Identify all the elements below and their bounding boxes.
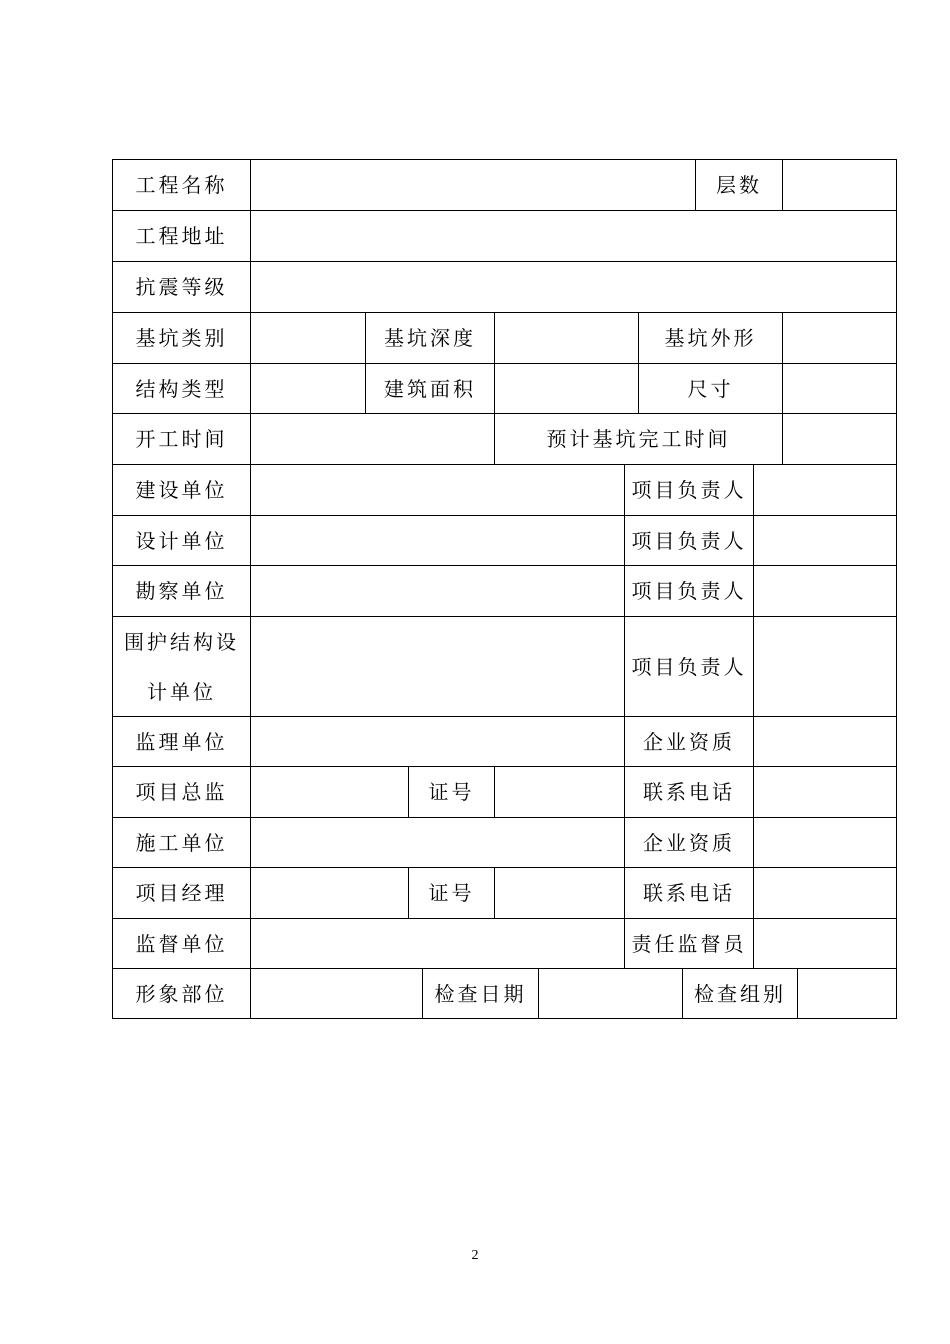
- label-enterprise-qualification: 企业资质: [624, 716, 753, 766]
- label-planned-pit-completion: 预计基坑完工时间: [494, 413, 782, 464]
- field-design-leader[interactable]: [753, 515, 897, 565]
- field-dimension[interactable]: [782, 363, 897, 413]
- label-pit-shape: 基坑外形: [638, 312, 782, 363]
- label-project-leader: 项目负责人: [624, 616, 753, 716]
- field-seismic-grade[interactable]: [250, 261, 897, 312]
- label-project-manager: 项目经理: [112, 867, 250, 918]
- field-chief-supervisor[interactable]: [250, 766, 408, 817]
- field-progress-position[interactable]: [250, 968, 422, 1019]
- label-design-unit: 设计单位: [112, 515, 250, 565]
- field-inspection-date[interactable]: [538, 968, 682, 1019]
- label-retaining-design-unit: [112, 616, 250, 716]
- label-retaining-design-unit-line2: 计单位: [147, 679, 216, 704]
- field-manager-certificate[interactable]: [494, 867, 624, 918]
- field-floors[interactable]: [782, 159, 897, 210]
- field-design-unit[interactable]: [250, 515, 624, 565]
- field-oversight-unit[interactable]: [250, 918, 624, 968]
- field-supervisor-certificate[interactable]: [494, 766, 624, 817]
- field-retaining-leader[interactable]: [753, 616, 897, 716]
- label-contractor-unit: 施工单位: [112, 817, 250, 867]
- field-supervision-unit[interactable]: [250, 716, 624, 766]
- field-project-manager[interactable]: [250, 867, 408, 918]
- label-project-name: 工程名称: [112, 159, 250, 210]
- label-certificate-no: 证号: [408, 766, 494, 817]
- field-retaining-design-unit[interactable]: [250, 616, 624, 716]
- field-construction-unit[interactable]: [250, 464, 624, 515]
- field-project-address[interactable]: [250, 210, 897, 261]
- field-planned-pit-completion[interactable]: [782, 413, 897, 464]
- label-responsible-inspector: 责任监督员: [624, 918, 753, 968]
- field-pit-category[interactable]: [250, 312, 365, 363]
- label-seismic-grade: 抗震等级: [112, 261, 250, 312]
- field-pit-shape[interactable]: [782, 312, 897, 363]
- field-supervisor-phone[interactable]: [753, 766, 897, 817]
- field-structure-type[interactable]: [250, 363, 365, 413]
- label-retaining-design-unit-line1: 围护结构设: [124, 629, 239, 654]
- label-project-address: 工程地址: [112, 210, 250, 261]
- label-chief-supervisor: 项目总监: [112, 766, 250, 817]
- label-enterprise-qualification: 企业资质: [624, 817, 753, 867]
- label-construction-unit: 建设单位: [112, 464, 250, 515]
- field-survey-unit[interactable]: [250, 565, 624, 616]
- label-progress-position: 形象部位: [112, 968, 250, 1019]
- label-start-time: 开工时间: [112, 413, 250, 464]
- label-contact-phone: 联系电话: [624, 766, 753, 817]
- label-inspection-date: 检查日期: [422, 968, 538, 1019]
- label-dimension: 尺寸: [638, 363, 782, 413]
- label-pit-category: 基坑类别: [112, 312, 250, 363]
- field-building-area[interactable]: [494, 363, 638, 413]
- label-project-leader: 项目负责人: [624, 515, 753, 565]
- label-contact-phone: 联系电话: [624, 867, 753, 918]
- field-manager-phone[interactable]: [753, 867, 897, 918]
- field-contractor-qualification[interactable]: [753, 817, 897, 867]
- field-pit-depth[interactable]: [494, 312, 638, 363]
- field-start-time[interactable]: [250, 413, 494, 464]
- label-inspection-group: 检查组别: [682, 968, 797, 1019]
- label-supervision-unit: 监理单位: [112, 716, 250, 766]
- field-survey-leader[interactable]: [753, 565, 897, 616]
- label-structure-type: 结构类型: [112, 363, 250, 413]
- field-contractor-unit[interactable]: [250, 817, 624, 867]
- label-building-area: 建筑面积: [365, 363, 494, 413]
- label-survey-unit: 勘察单位: [112, 565, 250, 616]
- field-inspection-group[interactable]: [797, 968, 897, 1019]
- field-supervision-qualification[interactable]: [753, 716, 897, 766]
- label-pit-depth: 基坑深度: [365, 312, 494, 363]
- field-project-name[interactable]: [250, 159, 695, 210]
- field-responsible-inspector[interactable]: [753, 918, 897, 968]
- label-floors: 层数: [695, 159, 782, 210]
- label-oversight-unit: 监督单位: [112, 918, 250, 968]
- label-certificate-no: 证号: [408, 867, 494, 918]
- page-number: 2: [471, 1248, 479, 1263]
- field-construction-leader[interactable]: [753, 464, 897, 515]
- label-project-leader: 项目负责人: [624, 464, 753, 515]
- label-project-leader: 项目负责人: [624, 565, 753, 616]
